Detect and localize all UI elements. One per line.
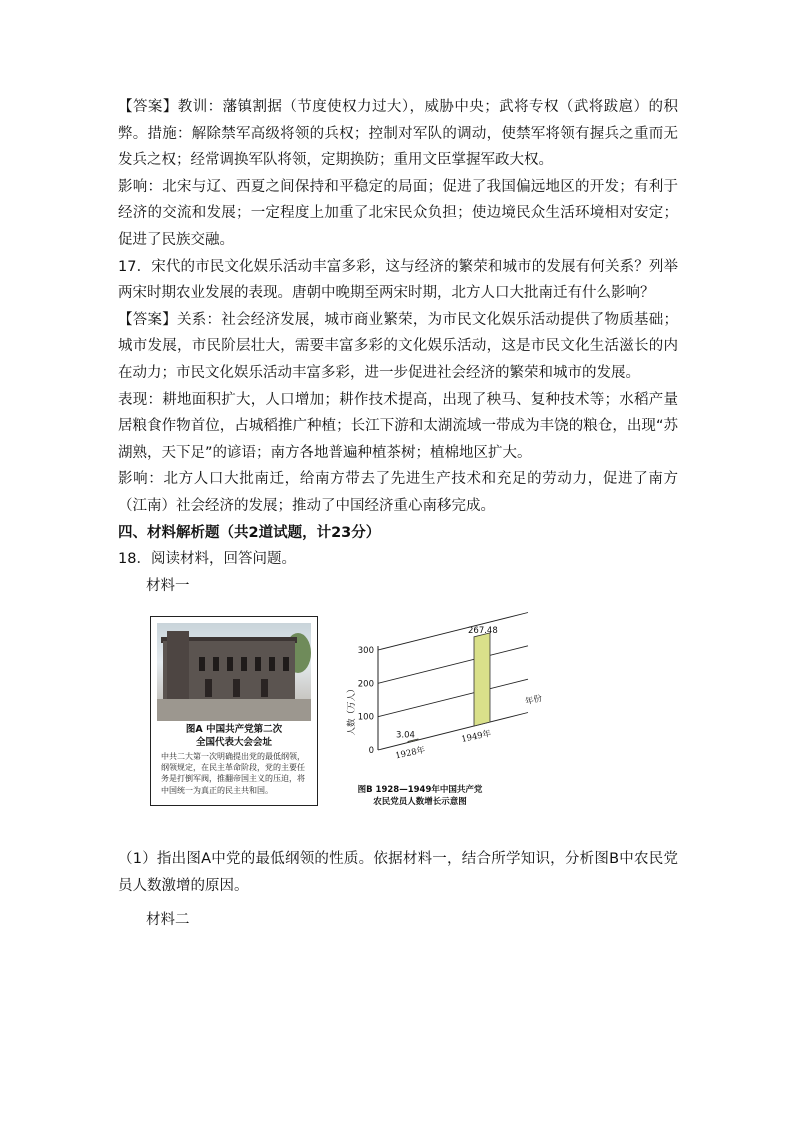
question-18-intro: 18．阅读材料，回答问题。	[118, 551, 296, 568]
y-tick-label: 0	[368, 746, 374, 756]
answer-text-block	[118, 94, 678, 599]
y-tick-label: 200	[357, 679, 374, 690]
material-two-label: 材料二	[146, 912, 190, 929]
door	[205, 679, 212, 697]
figure-b-caption-line2: 农民党员人数增长示意图	[373, 797, 467, 807]
figure-b-chart	[340, 612, 544, 812]
category-label-0: 1928年	[394, 745, 427, 762]
answer-paragraph-migration: 影响：北方人口大批南迁，给南方带去了先进生产技术和充足的劳动力，促进了南方（江南）社会经济的发展；推动了中国经济重心南移完成。	[118, 471, 678, 514]
answer-paragraph-lessons: 【答案】教训：藩镇割据（节度使权力过大），威胁中央；武将专权（武将跋扈）的积弊。措施：解除禁军高级将领的兵权；控制对军队的调动，使禁军将领有握兵之重而无发兵之权；经常调换军队将领，定期换防；重用文臣掌握军政大权。	[118, 99, 678, 169]
question-18-part-1: （1）指出图A中党的最低纲领的性质。依据材料一，结合所学知识，分析图B中农民党员人数激增的原因。	[118, 851, 678, 894]
data-label-1: 267.48	[468, 625, 498, 636]
answer-paragraph-agriculture: 表现：耕地面积扩大，人口增加；耕作技术提高，出现了秧马、复种技术等；水稻产量居粮食作物首位，占城稻推广种植；长江下游和太湖流域一带成为丰饶的粮仓，出现“苏湖熟，天下足”的谚语；南方各地普遍种植茶树；植棉地区扩大。	[118, 391, 678, 461]
window	[227, 657, 233, 671]
chart-svg	[340, 612, 544, 784]
figure-a-description: 中共二大第一次明确提出党的最低纲领，纲领规定，在民主革命阶段，党的主要任务是打倒军阀，推翻帝国主义的压迫，将中国统一为真正的民主共和国。	[161, 752, 305, 795]
figure-a-caption-line1: 图A 中国共产党第二次	[185, 724, 283, 735]
window	[213, 657, 219, 671]
door	[233, 679, 240, 697]
window	[241, 657, 247, 671]
material-one-label: 材料一	[146, 577, 190, 594]
question-block	[118, 846, 678, 934]
material-one-figures	[150, 612, 544, 812]
question-17: 17．宋代的市民文化娱乐活动丰富多彩，这与经济的繁荣和城市的发展有何关系？列举两宋时期农业发展的表现。唐朝中晚期至两宋时期，北方人口大批南迁有什么影响？	[118, 258, 678, 302]
window	[283, 657, 289, 671]
figure-a-caption	[151, 723, 317, 749]
congress-site-photo	[157, 623, 311, 721]
data-label-0: 3.04	[396, 730, 415, 741]
figure-a-caption-line2: 全国代表大会会址	[195, 737, 272, 748]
y-tick-label: 300	[357, 646, 374, 656]
gridline	[378, 646, 528, 684]
gridline	[378, 679, 528, 717]
window	[255, 657, 261, 671]
y-tick-label: 100	[357, 712, 374, 723]
window	[199, 657, 205, 671]
gridline	[378, 613, 528, 651]
bar-1	[474, 633, 490, 726]
road	[157, 699, 311, 721]
window	[269, 657, 275, 671]
section-heading: 四、材料解析题（共2道试题，计23分）	[118, 524, 381, 541]
figure-a	[150, 616, 318, 806]
answer-paragraph-relation: 【答案】关系：社会经济发展，城市商业繁荣，为市民文化娱乐活动提供了物质基础；城市发展，市民阶层壮大，需要丰富多彩的文化娱乐活动，这是市民文化生活滋长的内在动力；市民文化娱乐活动丰富多彩，进一步促进社会经济的繁荣和城市的发展。	[118, 311, 678, 381]
answer-paragraph-impact: 影响：北宋与辽、西夏之间保持和平稳定的局面；促进了我国偏远地区的开发；有利于经济的交流和发展；一定程度上加重了北宋民众负担；使边境民众生活环境相对安定；促进了民族交融。	[118, 178, 678, 248]
building-tower	[167, 631, 189, 699]
x-axis-label: 年份	[524, 693, 544, 708]
door	[261, 679, 268, 697]
figure-b-caption	[350, 784, 490, 808]
figure-b-caption-line1: 图B 1928—1949年中国共产党	[357, 785, 483, 795]
y-axis-label: 人数（万人）	[347, 684, 357, 736]
category-label-1: 1949年	[460, 728, 493, 745]
